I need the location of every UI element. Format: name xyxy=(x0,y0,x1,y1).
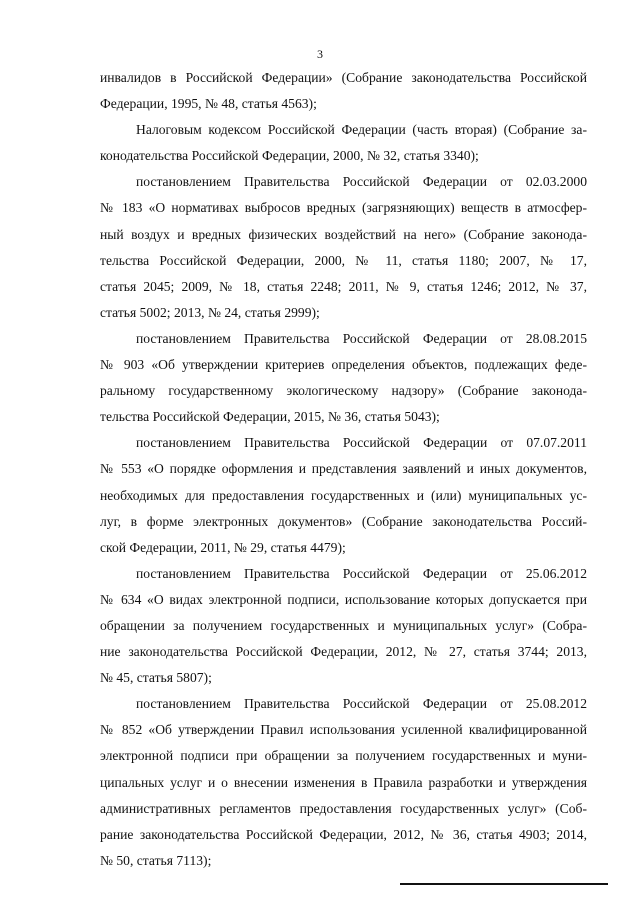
text-line: статья 5002; 2013, № 24, статья 2999); xyxy=(100,304,320,320)
text-line: постановлением Правительства Российской Федерации от 25.08.2012 xyxy=(136,696,587,712)
text-line: № 45, статья 5807); xyxy=(100,670,212,686)
paragraph xyxy=(100,169,587,326)
page-number: 3 xyxy=(317,47,323,61)
text-line: тельства Российской Федерации, 2000, № 11, статья 1180; 2007, № 17, xyxy=(100,252,587,268)
text-line: ципальных услуг и о внесении изменения в Правила разработки и утверждения xyxy=(100,774,587,790)
text-line: луг, в форме электронных документов» (Собрание законодательства Россий- xyxy=(100,513,587,529)
text-line: постановлением Правительства Российской Федерации от 07.07.2011 xyxy=(136,435,587,451)
text-line: обращении за получением государственных и муниципальных услуг» (Собра- xyxy=(100,617,587,633)
text-line: № 903 «Об утверждении критериев определения объектов, подлежащих феде- xyxy=(100,357,587,373)
text-line: № 183 «О нормативах выбросов вредных (загрязняющих) веществ в атмосфер- xyxy=(100,200,587,216)
text-line: Налоговым кодексом Российской Федерации (часть вторая) (Собрание за- xyxy=(136,122,587,138)
text-line: электронной подписи при обращении за получением государственных и муни- xyxy=(100,748,587,764)
text-line: постановлением Правительства Российской Федерации от 02.03.2000 xyxy=(136,174,587,190)
text-line: необходимых для предоставления государственных и (или) муниципальных ус- xyxy=(100,487,587,503)
paragraph xyxy=(100,691,587,874)
text-line: № 553 «О порядке оформления и представления заявлений и иных документов, xyxy=(100,461,587,477)
text-line: конодательства Российской Федерации, 2000, № 32, статья 3340); xyxy=(100,148,479,164)
paragraph xyxy=(100,117,587,169)
text-line: ние законодательства Российской Федерации, 2012, № 27, статья 3744; 2013, xyxy=(100,644,587,660)
text-line: инвалидов в Российской Федерации» (Собрание законодательства Российской xyxy=(100,70,587,85)
text-line: ской Федерации, 2011, № 29, статья 4479); xyxy=(100,539,346,555)
text-line: административных регламентов предоставления государственных услуг» (Соб- xyxy=(100,800,587,816)
text-line: ральному государственному экологическому надзору» (Собрание законода- xyxy=(100,383,587,399)
text-line: Федерации, 1995, № 48, статья 4563); xyxy=(100,96,317,112)
text-line: № 634 «О видах электронной подписи, использование которых допускается при xyxy=(100,591,587,607)
paragraph xyxy=(100,65,587,117)
text-line: № 852 «Об утверждении Правил использования усиленной квалифицированной xyxy=(100,722,587,738)
text-line: тельства Российской Федерации, 2015, № 36, статья 5043); xyxy=(100,409,440,425)
text-line: № 50, статья 7113); xyxy=(100,852,212,868)
text-line: статья 2045; 2009, № 18, статья 2248; 2011, № 9, статья 1246; 2012, № 37, xyxy=(100,278,587,294)
text-line: постановлением Правительства Российской Федерации от 28.08.2015 xyxy=(136,330,587,346)
footer-rule xyxy=(400,883,608,885)
text-line: рание законодательства Российской Федерации, 2012, № 36, статья 4903; 2014, xyxy=(100,826,587,842)
document-body xyxy=(100,65,587,874)
paragraph xyxy=(100,326,587,430)
text-line: ный воздух и вредных физических воздействий на него» (Собрание законода- xyxy=(100,226,587,242)
text-line: постановлением Правительства Российской Федерации от 25.06.2012 xyxy=(136,565,587,581)
paragraph xyxy=(100,561,587,691)
paragraph xyxy=(100,430,587,560)
